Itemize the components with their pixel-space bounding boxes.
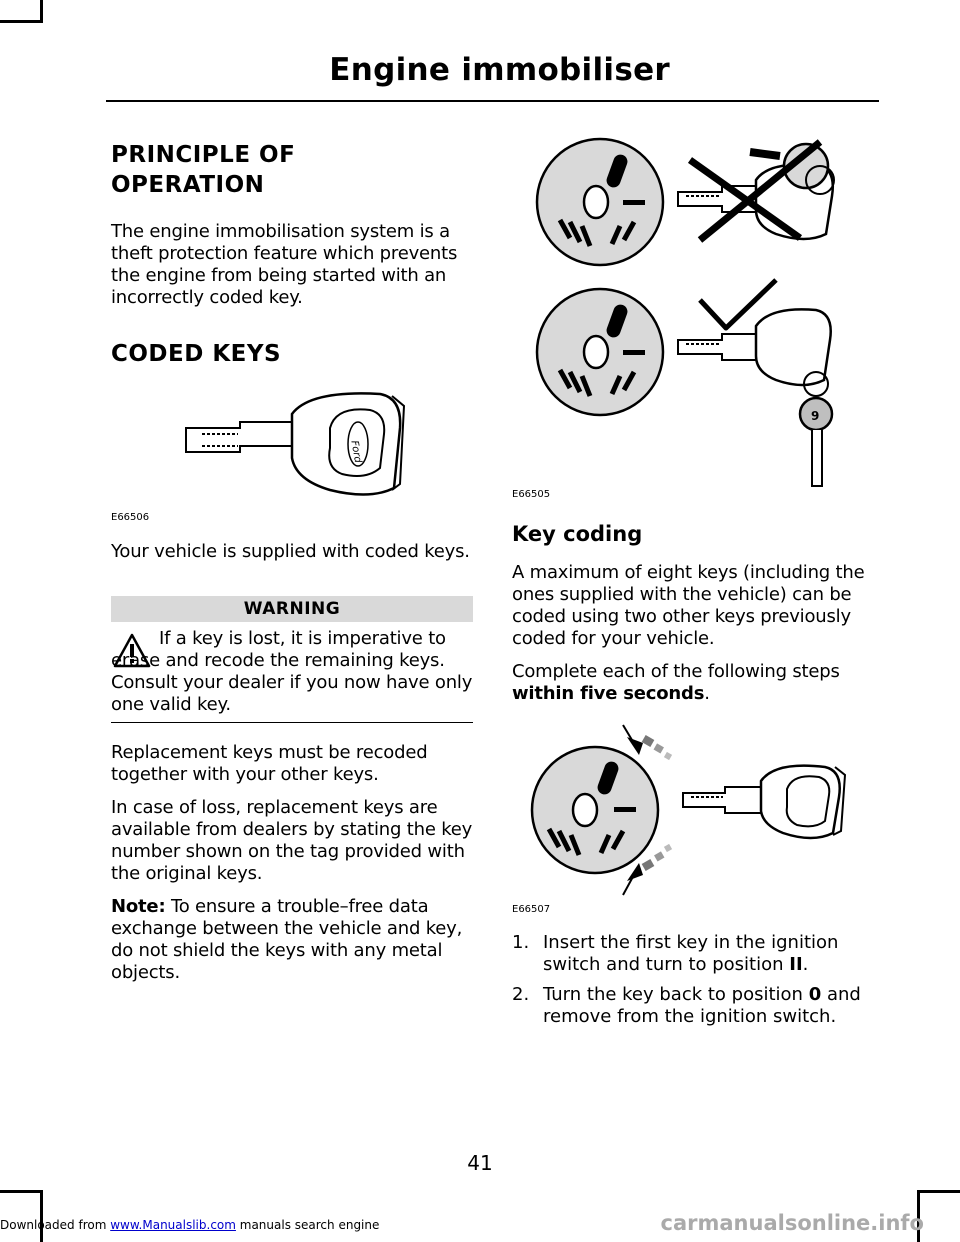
key-coding-comparison-illustration [530,130,860,490]
warning-header: WARNING [111,596,473,622]
crop-mark [917,1190,960,1193]
supplied-keys-paragraph: Your vehicle is supplied with coded keys. [111,541,470,562]
steps-list [512,932,876,1036]
ignition-turn-illustration [525,715,855,900]
principle-paragraph: The engine immobilisation system is a theft protection feature which prevents the engine from being started with an incorrectly coded key. [111,221,458,308]
replacement-recode-paragraph: Replacement keys must be recoded together with your other keys. [111,742,428,785]
figure-code: E66506 [111,512,150,523]
note-label: Note: [111,896,166,917]
svg-text:9: 9 [811,409,820,423]
section-heading-principle: PRINCIPLE OF OPERATION [111,142,296,198]
watermark: carmanualsonline.info [660,1211,924,1235]
manualslib-link[interactable]: www.Manualslib.com [110,1218,236,1232]
replacement-loss-paragraph: In case of loss, replacement keys are available from dealers by stating the key number shown on the tag provided with the original keys. [111,797,473,884]
footer-download-note: Downloaded from www.Manualslib.com manuals search engine [0,1218,380,1232]
note-text: To ensure a trouble–free data exchange between the vehicle and key, do not shield the keys with any metal objects. [111,896,463,983]
note-paragraph [111,896,475,984]
list-item: 2. Turn the key back to position 0 and remove from the ignition switch. [512,984,861,1027]
crop-mark [40,0,43,22]
steps-intro-paragraph: Complete each of the following steps within five seconds. [512,661,840,704]
page-title: Engine immobiliser [329,52,670,88]
header-rule [106,100,879,102]
figure-code: E66505 [512,489,551,500]
page-number: 41 [467,1151,493,1175]
coded-key-illustration [180,388,410,508]
list-item: 1. Insert the first key in the ignition switch and turn to position II. [512,932,839,975]
crop-mark [40,1190,43,1242]
crop-mark [0,1190,43,1193]
warning-text: If a key is lost, it is imperative to erase and recode the remaining keys. Consult your dealer if you now have only one valid key. [111,628,473,715]
crop-mark [0,20,43,23]
figure-code: E66507 [512,904,551,915]
section-heading-coded-keys: CODED KEYS [111,341,282,367]
svg-text:Ford: Ford [348,439,364,464]
section-heading-key-coding: Key coding [512,522,643,546]
warning-rule [111,722,473,723]
key-coding-paragraph: A maximum of eight keys (including the ones supplied with the vehicle) can be coded using two other keys previously coded for your vehicle. [512,562,865,649]
